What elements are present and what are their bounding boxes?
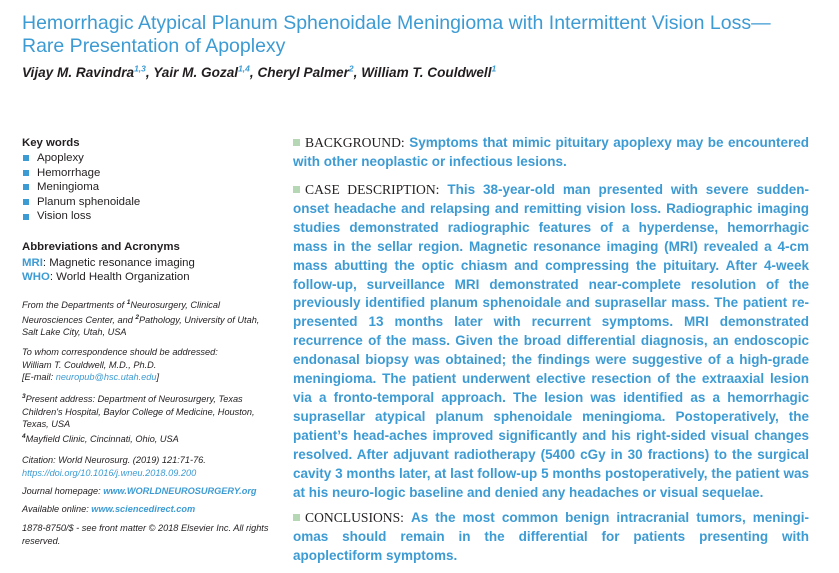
email-link[interactable]: neuropub@hsc.utah.edu <box>55 372 157 383</box>
section-bullet-icon <box>293 139 300 146</box>
article-title: Hemorrhagic Atypical Planum Sphenoidale Meningioma with Intermittent Vision Loss—Rare Presentation of Apoplexy <box>22 12 771 57</box>
keyword-item: Hemorrhage <box>22 166 272 181</box>
square-bullet-icon <box>23 155 29 161</box>
abbreviation-item: MRI: Magnetic resonance imaging <box>22 256 195 269</box>
journal-homepage-link[interactable]: www.WORLDNEUROSURGERY.org <box>103 486 257 496</box>
section-bullet-icon <box>293 514 300 521</box>
abbreviations-heading: Abbreviations and Acronyms <box>22 240 180 253</box>
keywords-list <box>22 151 272 224</box>
abbreviation-item: WHO: World Health Organization <box>22 270 190 283</box>
present-address: $^3$Present address: Department of Neurosurgery, Texas Children's Hospital, Baylor College of Medicine, Houston, Texas, USA $^4$Mayfield Clinic, Cincinnati, Ohio, USA <box>22 393 255 444</box>
citation: Citation: World Neurosurg. (2019) 121:71-76. https://doi.org/10.1016/j.wneu.2018.09.200 <box>22 455 206 478</box>
abstract-conclusions <box>293 509 809 566</box>
affiliation: From the Departments of $^1$Neurosurgery, Clinical Neurosciences Center, and $^2$Pathology, University of Utah, Salt Lake City, Utah, USA <box>22 299 260 338</box>
author: William T. Couldwell$^1$ <box>361 63 497 80</box>
sciencedirect-link[interactable]: www.sciencedirect.com <box>91 504 196 514</box>
square-bullet-icon <box>23 170 29 176</box>
section-text: Symptoms that mimic pituitary apoplexy may be encountered with other neoplastic or infectious lesions. <box>293 135 809 169</box>
author-list <box>22 63 496 80</box>
sidebar <box>22 136 272 284</box>
keyword-item: Vision loss <box>22 209 272 224</box>
author: Yair M. Gozal$^{1,4}$, <box>153 63 258 80</box>
section-heading: CASE DESCRIPTION: <box>305 182 440 197</box>
correspondence: To whom correspondence should be addressed: William T. Couldwell, M.D., Ph.D. [E-mail: neuropub@hsc.utah.edu] <box>22 347 218 383</box>
keyword-item: Planum sphenoidale <box>22 195 272 210</box>
abstract-case-description <box>293 181 809 502</box>
author: Vijay M. Ravindra$^{1,3}$, <box>22 63 154 80</box>
author: Cheryl Palmer$^2$, <box>257 63 362 80</box>
abstract-background <box>293 134 809 172</box>
keyword-item: Apoplexy <box>22 151 272 166</box>
copyright: 1878-8750/$ - see front matter © 2018 Elsevier Inc. All rights reserved. <box>22 523 269 546</box>
keywords-heading: Key words <box>22 137 80 149</box>
section-heading: CONCLUSIONS: <box>305 510 404 525</box>
keyword-item: Meningioma <box>22 180 272 195</box>
square-bullet-icon <box>23 184 29 190</box>
journal-homepage: Journal homepage: www.WORLDNEUROSURGERY.org <box>22 486 257 496</box>
available-online: Available online: www.sciencedirect.com <box>22 504 196 514</box>
section-heading: BACKGROUND: <box>305 135 405 150</box>
doi-link[interactable]: https://doi.org/10.1016/j.wneu.2018.09.200 <box>22 467 197 478</box>
section-bullet-icon <box>293 186 300 193</box>
square-bullet-icon <box>23 199 29 205</box>
section-text: This 38-year-old man presented with severe sudden-onset headache and relapsing and remitting vision loss. Radiographic imaging studies demonstrated radiographic features of a hyperdense, hemorrhagic mass in the sellar region. Magnetic resonance imaging (MRI) revealed a 4-cm mass abutting the optic chiasm and compressing the pituitary. After 4-week follow-up, surveillance MRI demonstrated near-complete resolution of the previously identified planum sphenoidale and suprasellar mass. The patient re-presented 13 months later with recurrent symptoms. MRI demonstrated recurrence of the mass. Given the broad differential diagnosis, an endoscopic endonasal biopsy was obtained; the findings were suggestive of a high-grade meningioma. The patient underwent elective resection of the extraaxial lesion via a fronto-temporal approach. The lesion was identified as a hemorrhagic suprasellar atypical planum sphenoidale meningioma. Postoperatively, the patient’s head-aches improved significantly and his right-sided visual changes resolved. After adjuvant radiotherapy (5400 cGy in 30 fractions) to the surgical cavity 3 months later, at last follow-up 5 months postoperatively, the patient was at his neuro-logic baseline and denied any headaches or visual sequelae. <box>293 182 809 500</box>
square-bullet-icon <box>23 214 29 220</box>
section-text: As the most common benign intracranial tumors, meningi-omas should remain in the differential for patients presenting with apoplectiform symptoms. <box>293 510 809 563</box>
